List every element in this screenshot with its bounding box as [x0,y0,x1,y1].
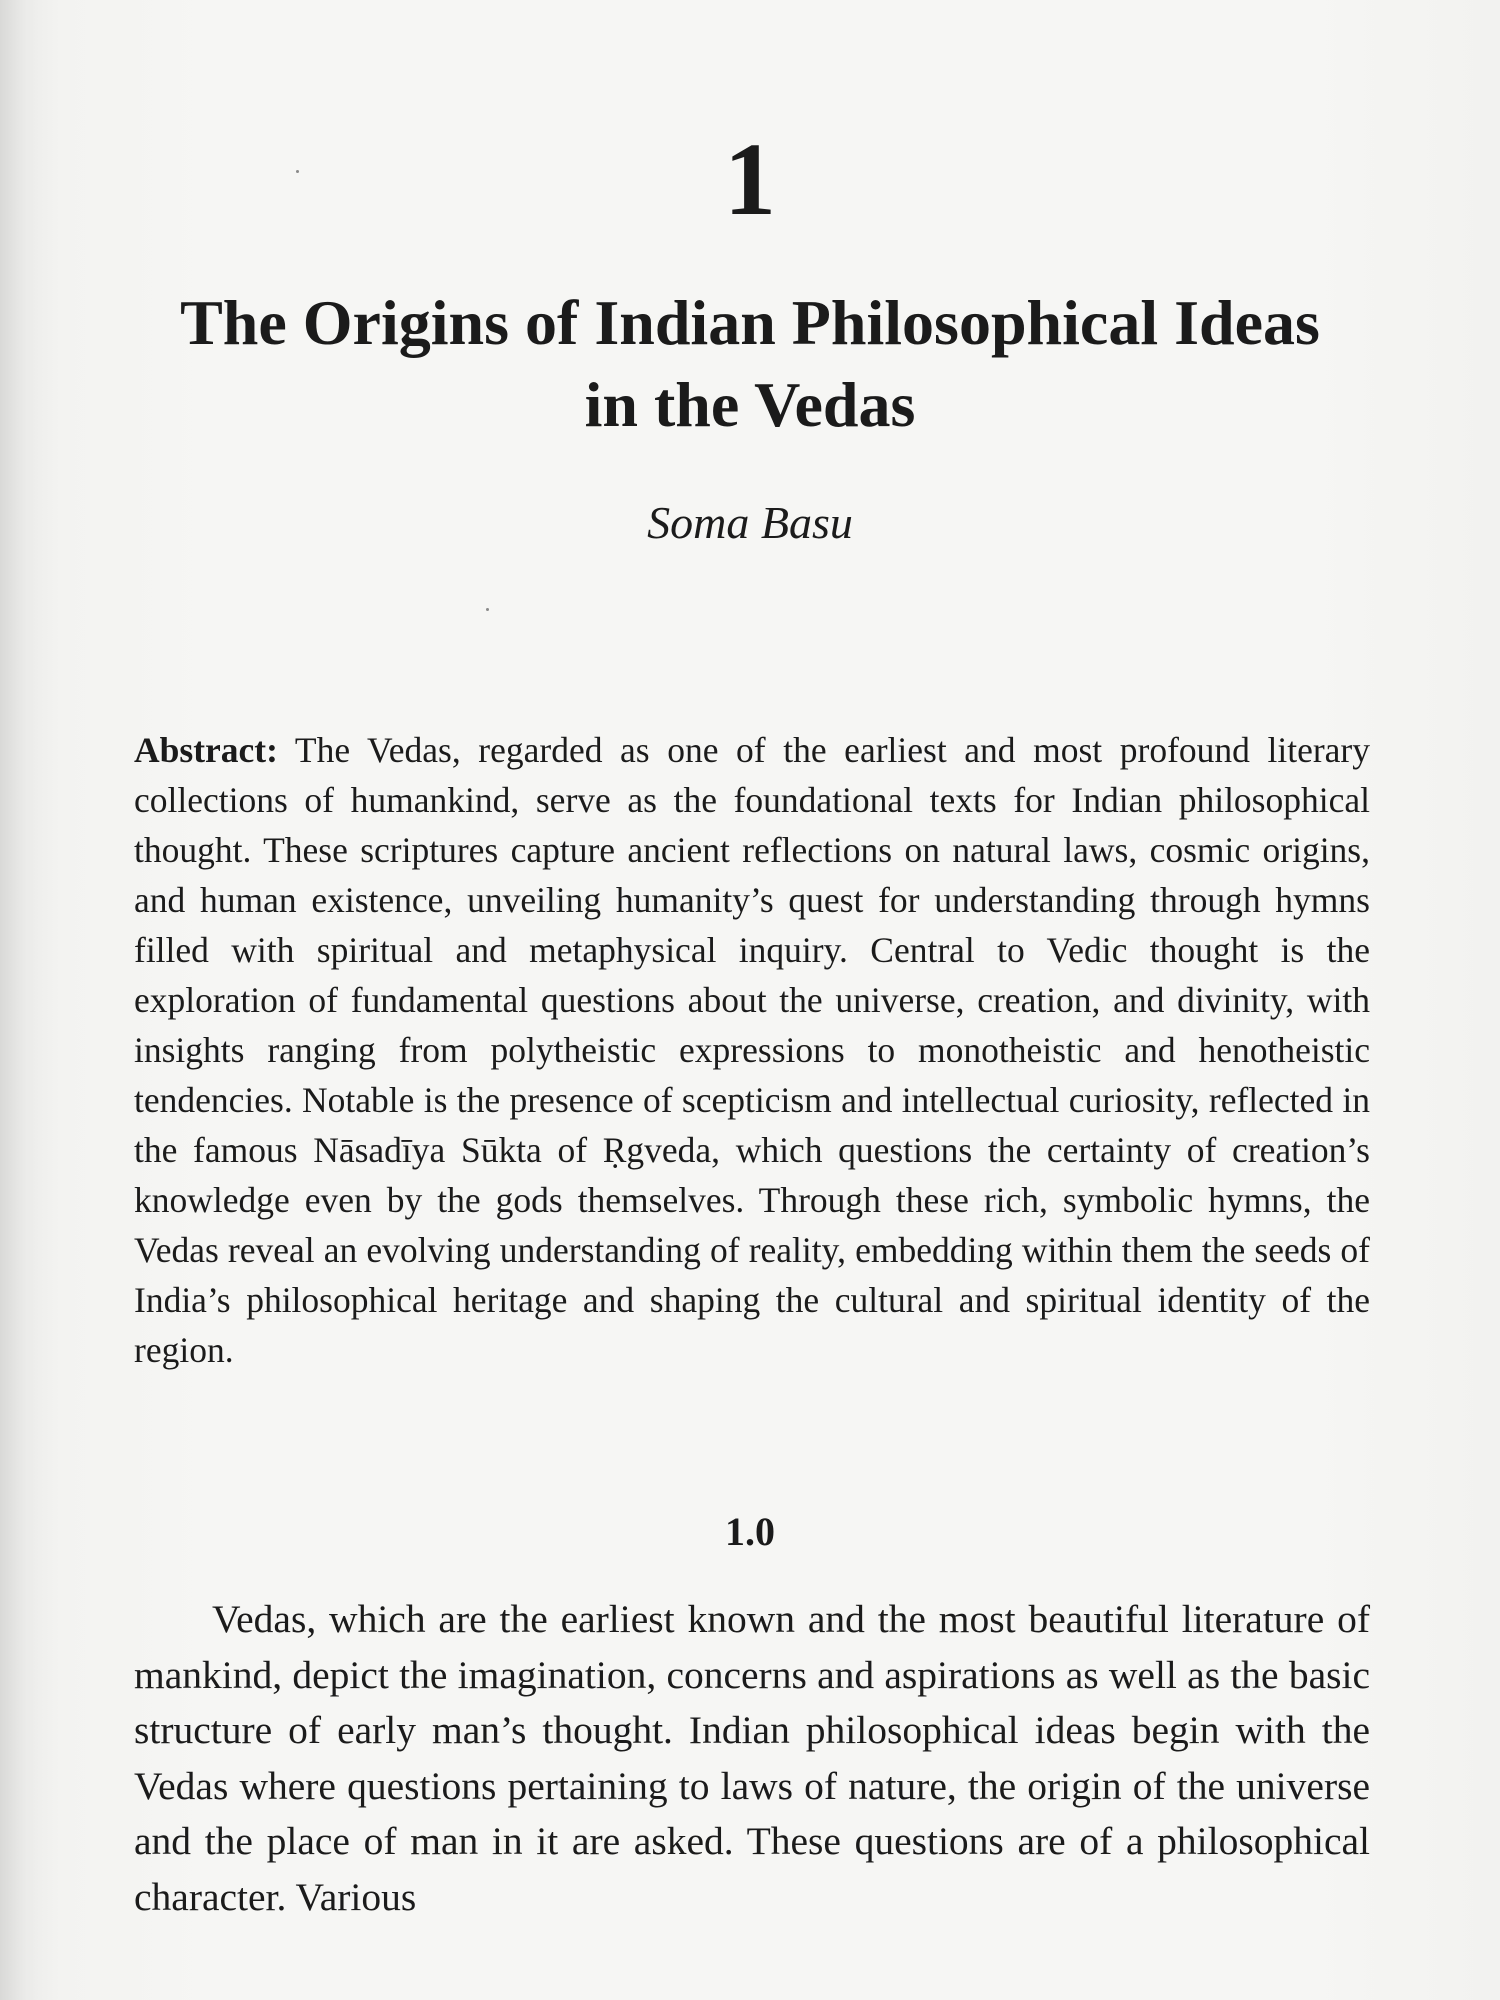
page-gutter-shadow [0,0,38,2000]
abstract-text: The Vedas, regarded as one of the earliest and most profound literary collections of humankind, serve as the foundational texts for Indian philosophical thought. These scriptures capture ancient reflections on natural laws, cosmic origins, and human existence, unveiling humanity’s quest for understanding through hymns filled with spiritual and metaphysical inquiry. Central to Vedic thought is the exploration of fundamental questions about the universe, creation, and divinity, with insights ranging from polytheistic expressions to monotheistic and henotheistic tendencies. Notable is the presence of scepticism and intellectual curiosity, reflected in the famous Nāsadīya Sūkta of Ṛgveda, which questions the certainty of creation’s knowledge even by the gods themselves. Through these rich, symbolic hymns, the Vedas reveal an evolving understanding of reality, embedding within them the seeds of India’s philosophical heritage and shaping the cultural and spiritual identity of the region. [134,730,1370,1370]
author-name: Soma Basu [647,497,853,548]
section-heading: 1.0 [725,1509,775,1554]
chapter-title-line-2: in the Vedas [584,369,916,440]
abstract-paragraph [134,725,1370,1375]
abstract-label: Abstract: [134,730,278,770]
chapter-number: 1 [724,122,776,237]
chapter-title-line-1: The Origins of Indian Philosophical Ideas [180,287,1320,358]
body-paragraph: Vedas, which are the earliest known and the most beautiful literature of mankind, depict the imagination, concerns and aspirations as well as the basic structure of early man’s thought. Indian philosophical ideas begin with the Vedas where questions pertaining to laws of nature, the origin of the universe and the place of man in it are asked. These questions are of a philosophical character. Various [134,1597,1370,1919]
chapter-title [120,282,1380,446]
print-speck [486,608,489,611]
